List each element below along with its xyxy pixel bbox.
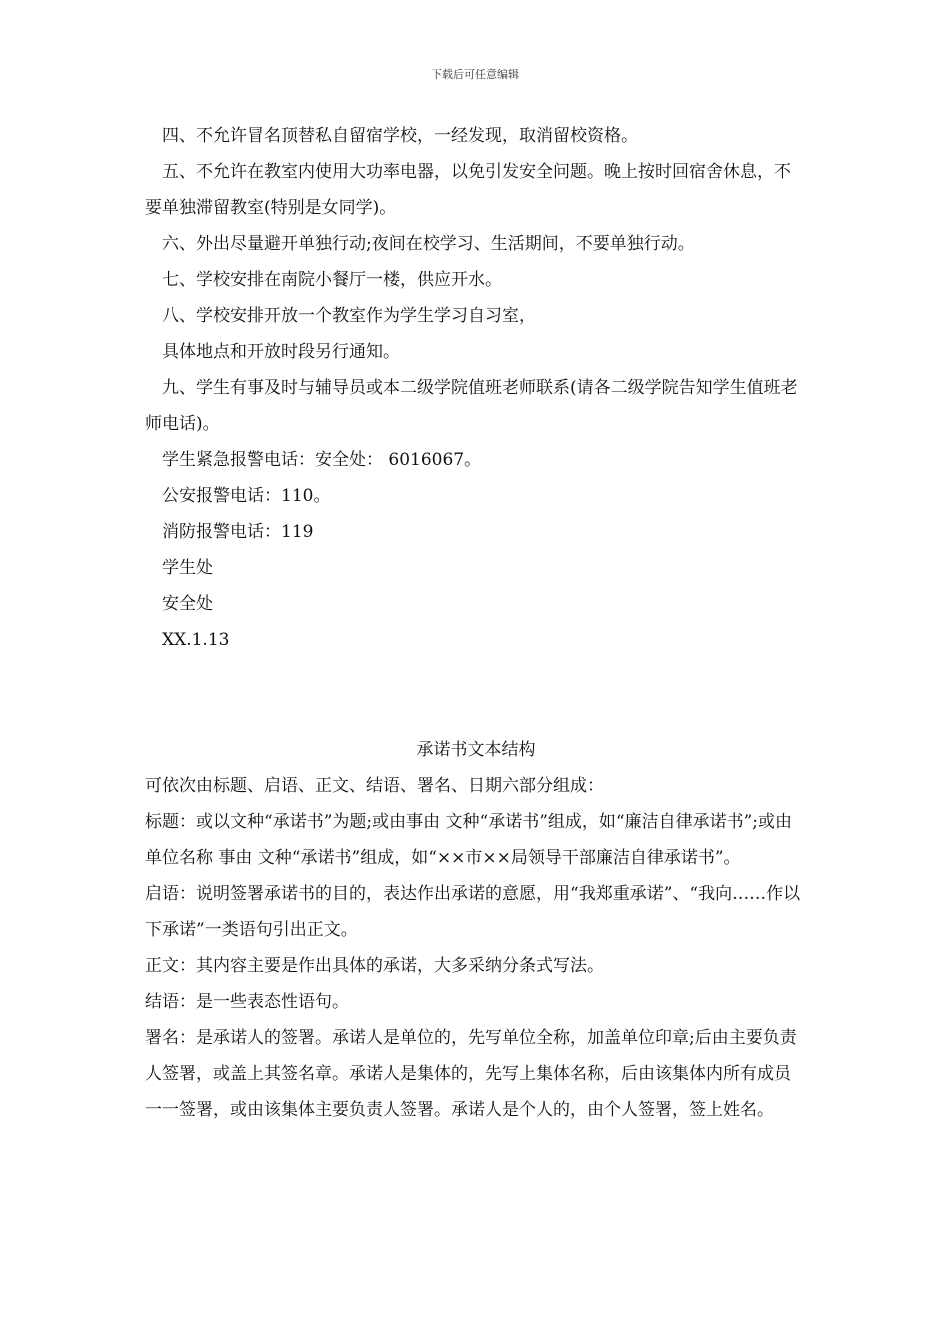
structure-body-part: 正文：其内容主要是作出具体的承诺，大多采纳分条式写法。 — [145, 956, 604, 976]
rule-item-9: 九、学生有事及时与辅导员或本二级学院值班老师联系(请各二级学院告知学生值班老师电话)。 — [145, 378, 798, 434]
rule-item-5: 五、不允许在教室内使用大功率电器，以免引发安全问题。晚上按时回宿舍休息，不要单独滞留教室(特别是女同学)。 — [145, 162, 791, 218]
document-body — [145, 118, 807, 1128]
rule-item-6: 六、外出尽量避开单独行动;夜间在校学习、生活期间，不要单独行动。 — [162, 234, 695, 254]
page-header: 下载后可任意编辑 — [431, 68, 519, 81]
structure-signature-part: 署名：是承诺人的签署。承诺人是单位的，先写单位全称，加盖单位印章;后由主要负责人签署，或盖上其签名章。承诺人是集体的，先写上集体名称，后由该集体内所有成员一一签署，或由该集体主要负责人签署。承诺人是个人的，由个人签署，签上姓名。 — [145, 1028, 797, 1120]
signature-student-office: 学生处 — [162, 558, 213, 578]
structure-opening-part: 启语：说明签署承诺书的目的，表达作出承诺的意愿，用“我郑重承诺”、“我向……作以下承诺”一类语句引出正文。 — [145, 884, 801, 940]
contact-fire: 消防报警电话：119 — [162, 522, 314, 542]
structure-intro: 可依次由标题、启语、正文、结语、署名、日期六部分组成： — [145, 776, 604, 796]
contact-police: 公安报警电话：110。 — [162, 486, 331, 506]
section-title: 承诺书文本结构 — [416, 740, 536, 760]
rule-item-7: 七、学校安排在南院小餐厅一楼，供应开水。 — [162, 270, 502, 290]
contact-emergency: 学生紧急报警电话：安全处： 6016067。 — [162, 450, 482, 470]
structure-closing-part: 结语：是一些表态性语句。 — [145, 992, 349, 1012]
rule-item-8-continued: 具体地点和开放时段另行通知。 — [162, 342, 400, 362]
structure-title-part: 标题：或以文种“承诺书”为题;或由事由 文种“承诺书”组成，如“廉洁自律承诺书”;或由单位名称 事由 文种“承诺书”组成，如“××市××局领导干部廉洁自律承诺书”。 — [145, 812, 793, 868]
section-gap — [145, 658, 807, 732]
signature-security-office: 安全处 — [162, 594, 213, 614]
rule-item-4: 四、不允许冒名顶替私自留宿学校，一经发现，取消留校资格。 — [162, 126, 638, 146]
signature-date: XX.1.13 — [162, 630, 230, 650]
rule-item-8: 八、学校安排开放一个教室作为学生学习自习室， — [162, 306, 536, 326]
